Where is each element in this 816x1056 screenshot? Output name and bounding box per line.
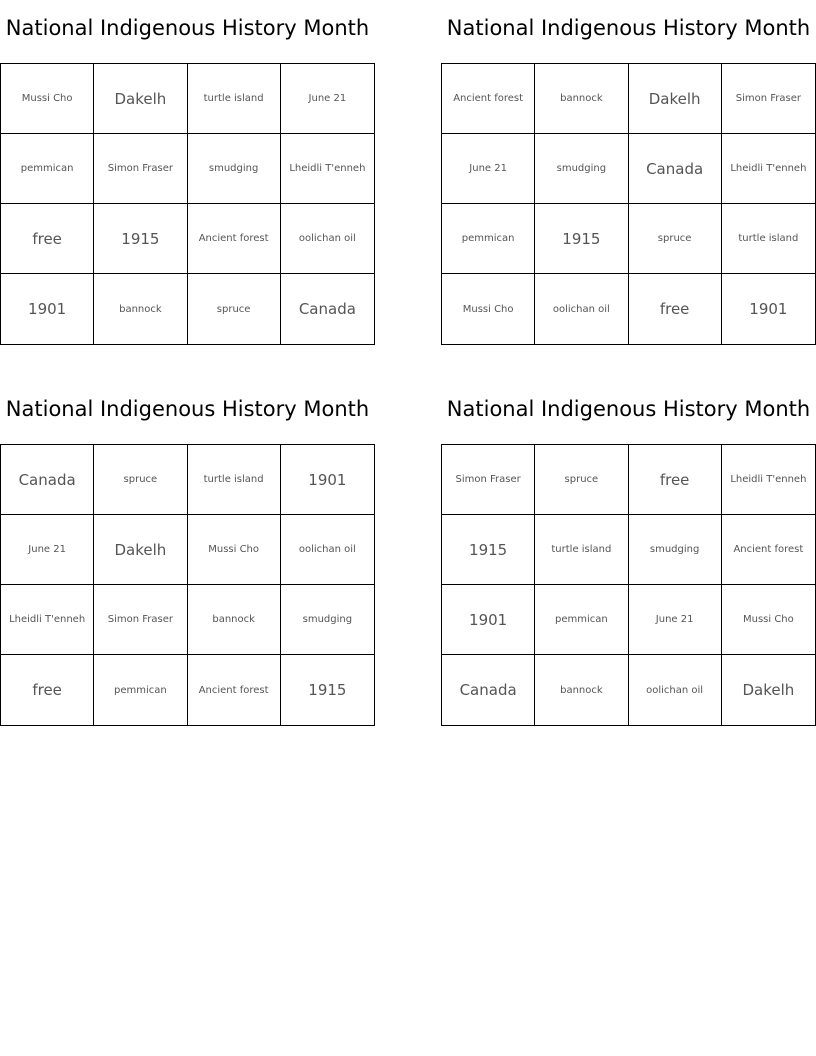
bingo-cell: spruce [188, 274, 281, 344]
bingo-cell: Canada [298, 300, 356, 318]
bingo-cell: spruce [535, 445, 628, 515]
bingo-cell: Dakelh [629, 64, 722, 134]
bingo-cell: Lheidli T'enneh [1, 585, 94, 655]
bingo-grid [441, 63, 816, 345]
bingo-cell: 1915 [535, 204, 628, 274]
bingo-cell: Mussi Cho [188, 515, 281, 585]
bingo-cell: June 21 [1, 515, 94, 585]
bingo-cell: bannock [535, 64, 628, 134]
bingo-cell: smudging [188, 134, 281, 204]
bingo-cell: Simon Fraser [442, 445, 535, 515]
bingo-cell: bannock [94, 274, 187, 344]
bingo-cell: smudging [281, 585, 374, 655]
card-title: National Indigenous History Month [5, 16, 370, 40]
bingo-cell: Canada [1, 445, 94, 515]
bingo-cell: pemmican [1, 134, 94, 204]
bingo-cell: bannock [188, 585, 281, 655]
bingo-cell: June 21 [442, 134, 535, 204]
bingo-cell: pemmican [535, 585, 628, 655]
card-title: National Indigenous History Month [446, 397, 811, 421]
bingo-cell: turtle island [722, 204, 815, 274]
bingo-cell: smudging [535, 134, 628, 204]
bingo-cell: bannock [535, 655, 628, 725]
bingo-grid [441, 444, 816, 726]
bingo-cell: oolichan oil [281, 515, 374, 585]
bingo-cell: free [629, 274, 722, 344]
bingo-cell: 1901 [749, 300, 788, 318]
bingo-cell: Dakelh [94, 515, 187, 585]
bingo-cell: 1901 [442, 585, 535, 655]
bingo-cell: free [1, 204, 94, 274]
bingo-cell: Dakelh [742, 681, 795, 699]
bingo-cell: Canada [629, 134, 722, 204]
bingo-cell: Canada [442, 655, 535, 725]
card-title: National Indigenous History Month [446, 16, 811, 40]
card-title: National Indigenous History Month [5, 397, 370, 421]
bingo-cell: free [629, 445, 722, 515]
bingo-grid [0, 63, 375, 345]
bingo-cell: turtle island [535, 515, 628, 585]
bingo-cell: turtle island [188, 445, 281, 515]
bingo-cell: spruce [629, 204, 722, 274]
bingo-cell: oolichan oil [281, 204, 374, 274]
bingo-cell: 1915 [94, 204, 187, 274]
bingo-cell: Ancient forest [442, 64, 535, 134]
bingo-cell: 1915 [442, 515, 535, 585]
bingo-cell: pemmican [94, 655, 187, 725]
bingo-cell: smudging [629, 515, 722, 585]
bingo-cell: spruce [94, 445, 187, 515]
bingo-cell: Lheidli T'enneh [722, 134, 815, 204]
bingo-cell: Dakelh [94, 64, 187, 134]
bingo-cell: June 21 [629, 585, 722, 655]
bingo-cell: 1901 [281, 445, 374, 515]
bingo-cell: Mussi Cho [1, 64, 94, 134]
bingo-cell: Lheidli T'enneh [281, 134, 374, 204]
bingo-cell: oolichan oil [629, 655, 722, 725]
bingo-cell: Simon Fraser [94, 585, 187, 655]
bingo-cell: oolichan oil [535, 274, 628, 344]
bingo-cell: pemmican [442, 204, 535, 274]
bingo-cell: Mussi Cho [442, 274, 535, 344]
bingo-cell: turtle island [188, 64, 281, 134]
bingo-cell: Ancient forest [188, 204, 281, 274]
bingo-cell: Mussi Cho [722, 585, 815, 655]
bingo-cell: Ancient forest [188, 655, 281, 725]
bingo-cell: free [1, 655, 94, 725]
bingo-cell: June 21 [281, 64, 374, 134]
bingo-cell: Ancient forest [722, 515, 815, 585]
bingo-cell: 1915 [308, 681, 347, 699]
bingo-cell: Simon Fraser [722, 64, 815, 134]
bingo-cell: Lheidli T'enneh [722, 445, 815, 515]
bingo-cell: Simon Fraser [94, 134, 187, 204]
bingo-cell: 1901 [1, 274, 94, 344]
bingo-grid [0, 444, 375, 726]
